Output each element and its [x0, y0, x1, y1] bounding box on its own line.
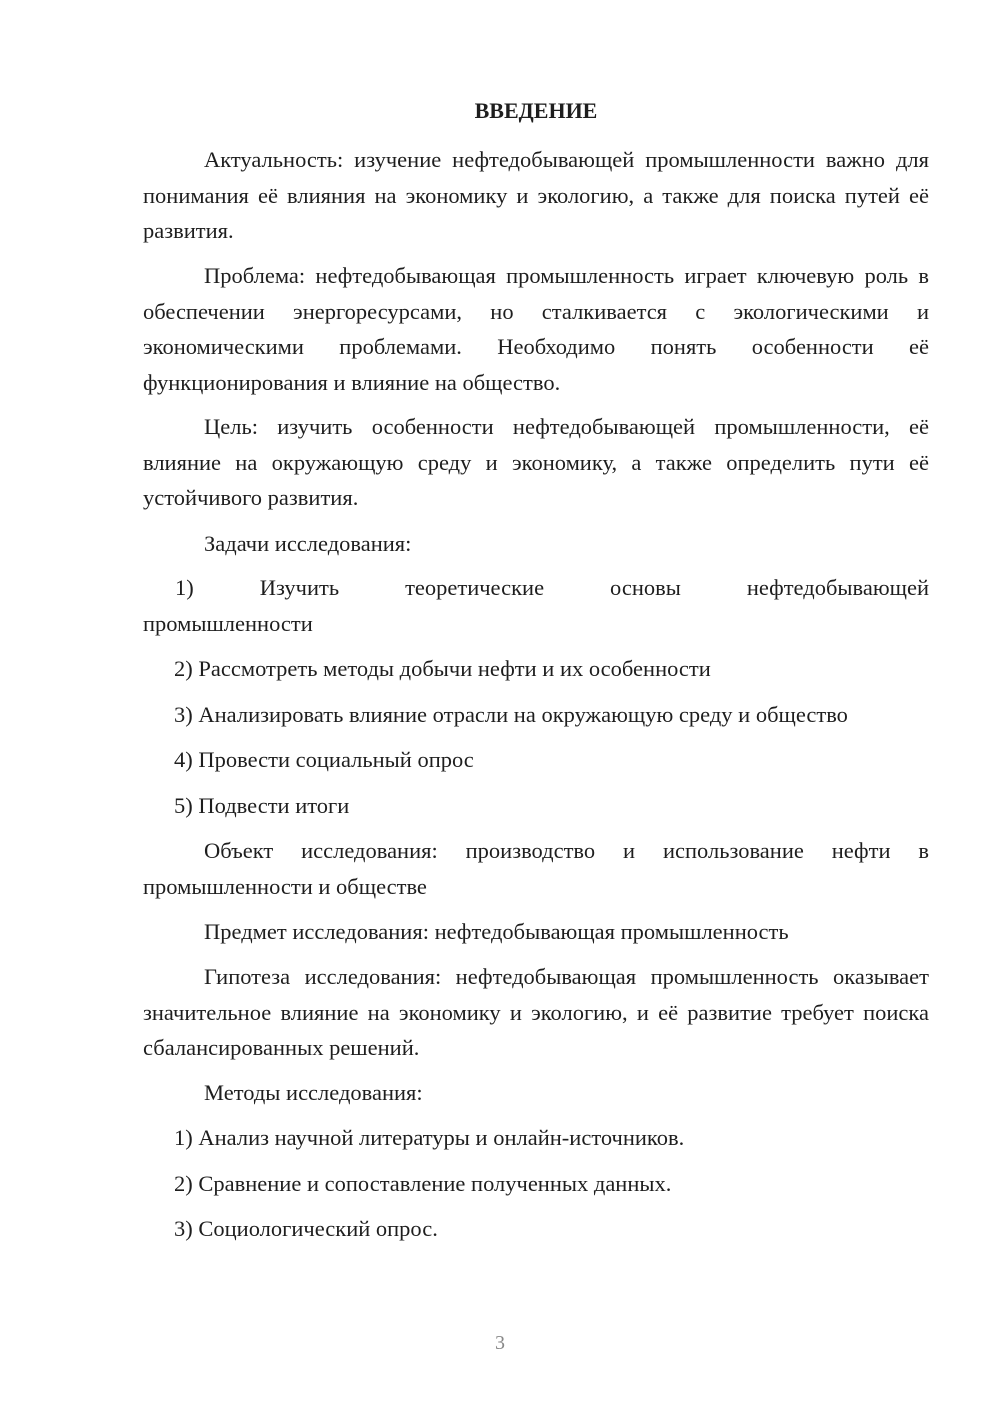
task-item-1-second-line: промышленности — [143, 610, 313, 636]
page-title: ВВЕДЕНИЕ — [474, 98, 598, 123]
object-paragraph: Объект исследования: производство и использование нефти в промышленности и обществе — [143, 838, 929, 899]
hypothesis-paragraph: Гипотеза исследования: нефтедобывающая промышленность оказывает значительное влияние на экономику и экологию, и её развитие требует поиска сбалансированных решений. — [143, 964, 929, 1060]
task-item-1 — [143, 570, 929, 641]
task-item-3: 3) Анализировать влияние отрасли на окружающую среду и общество — [174, 702, 848, 727]
relevance-paragraph: Актуальность: изучение нефтедобывающей промышленности важно для понимания её влияния на экономику и экологию, а также для поиска путей её развития. — [143, 147, 929, 243]
method-item-1: 1) Анализ научной литературы и онлайн-источников. — [174, 1125, 685, 1150]
task-1-word: теоретические — [405, 575, 545, 600]
methods-heading: Методы исследования: — [204, 1080, 423, 1105]
task-1-word: Изучить — [259, 575, 340, 600]
task-1-word: 1) — [175, 575, 194, 600]
page-number: 3 — [495, 1332, 505, 1354]
subject-paragraph: Предмет исследования: нефтедобывающая промышленность — [204, 919, 789, 944]
task-1-word: нефтедобывающей — [746, 575, 929, 600]
goal-paragraph: Цель: изучить особенности нефтедобывающей промышленности, её влияние на окружающую среду и экономику, а также определить пути её устойчивого развития. — [143, 414, 929, 510]
tasks-heading: Задачи исследования: — [204, 531, 412, 556]
method-item-2: 2) Сравнение и сопоставление полученных данных. — [174, 1171, 672, 1196]
task-item-4: 4) Провести социальный опрос — [174, 747, 474, 772]
task-item-2: 2) Рассмотреть методы добычи нефти и их особенности — [174, 656, 711, 681]
task-item-5: 5) Подвести итоги — [174, 793, 350, 818]
task-1-word: основы — [610, 575, 681, 600]
method-item-3: 3) Социологический опрос. — [174, 1216, 438, 1241]
problem-paragraph: Проблема: нефтедобывающая промышленность играет ключевую роль в обеспечении энергоресурсами, но сталкивается с экологическими и экономическими проблемами. Необходимо понять особенности её функционирования и влияние на общество. — [143, 263, 929, 395]
task-item-1-first-line — [143, 570, 929, 606]
